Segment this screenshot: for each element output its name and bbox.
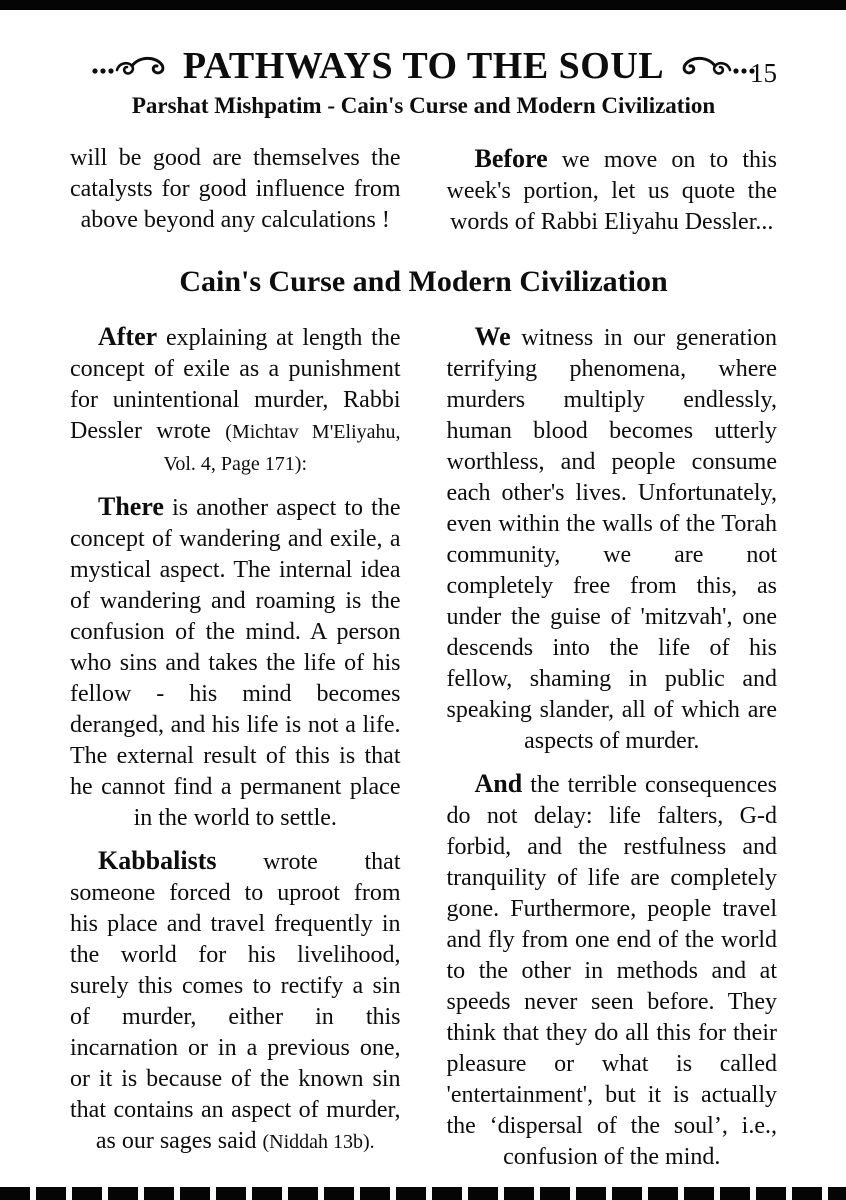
lead-word: We [474,322,511,352]
paragraph-text: explaining at length the concept of exile as a punishment for unintentional murder, Rabbi Dessler wrote [70,325,401,445]
paragraph-before [447,143,778,238]
page-number: 15 [750,58,777,88]
lead-word: After [98,322,158,352]
flourish-left-icon [91,53,175,81]
paragraph-kabbalists [70,845,401,1158]
lead-word: Kabbalists [98,846,217,876]
page-header [70,46,777,121]
paragraph-text: we move on to this week's portion, let us quote the words of Rabbi Eliyahu Dessler... [446,146,777,235]
paragraph-there [70,491,401,834]
section-heading: Cain's Curse and Modern Civilization [179,264,668,298]
paragraph-we [447,321,778,757]
intro-left-column [70,143,401,249]
source-reference: (Michtav M'Eliyahu, Vol. 4, Page 171): [163,421,401,476]
page-subtitle: Parshat Mishpatim - Cain's Curse and Modern Civilization [131,92,716,118]
body-right-column [447,321,778,1184]
flourish-right-icon [672,53,756,81]
page-content [0,10,846,1184]
bottom-edge-bar [0,1187,846,1200]
paragraph-after [70,321,401,480]
intro-right-column [447,143,778,249]
paragraph-text: the terrible consequences do not delay: life falters, G-d forbid, and the restfulness and tranquility of life are completely gone. Furthermore, people travel and fly from one end of the world to the other in methods and at speeds never seen before. They think that they do all this for their pleasure or what is called 'entertainment', but it is actually the ‘dispersal of the soul’, i.e., confusion of the mind. [446,772,777,1171]
top-edge-bar [0,0,846,10]
lead-word: Before [474,143,548,173]
title-row [70,46,777,88]
body-row [70,321,777,1184]
paragraph-text: witness in our generation terrifying phenomena, where murders multiply endlessly, human blood becomes utterly worthless, and people consume each other's lives. Unfortunately, even within the walls of the Torah community, we are not completely free from this, as under the guise of 'mitzvah', one descends into the life of his fellow, shaming in public and speaking slander, all of which are aspects of murder. [446,325,777,755]
lead-word: And [474,769,523,799]
paragraph-continuation [70,143,401,236]
paragraph-text: is another aspect to the concept of wandering and exile, a mystical aspect. The internal idea of wandering and roaming is the confusion of the mind. A person who sins and takes the life of his fellow - his mind becomes deranged, and his life is not a life. The external result of this is that he cannot find a permanent place in the world to settle. [70,495,401,832]
paragraph-and [447,768,778,1173]
paragraph-text: will be good are themselves the catalysts for good influence from above beyond any calculations ! [70,144,401,233]
source-reference: (Niddah 13b). [262,1131,375,1154]
body-left-column [70,321,401,1184]
paragraph-text: wrote that someone forced to uproot from his place and travel frequently in the world for his livelihood, surely this comes to rectify a sin of murder, either in this incarnation or in a previous one, or it is because of the known sin that contains an aspect of murder, as our sages said [70,849,401,1155]
page-title: PATHWAYS TO THE SOUL [182,45,665,87]
intro-row [70,143,777,249]
lead-word: There [98,492,164,522]
